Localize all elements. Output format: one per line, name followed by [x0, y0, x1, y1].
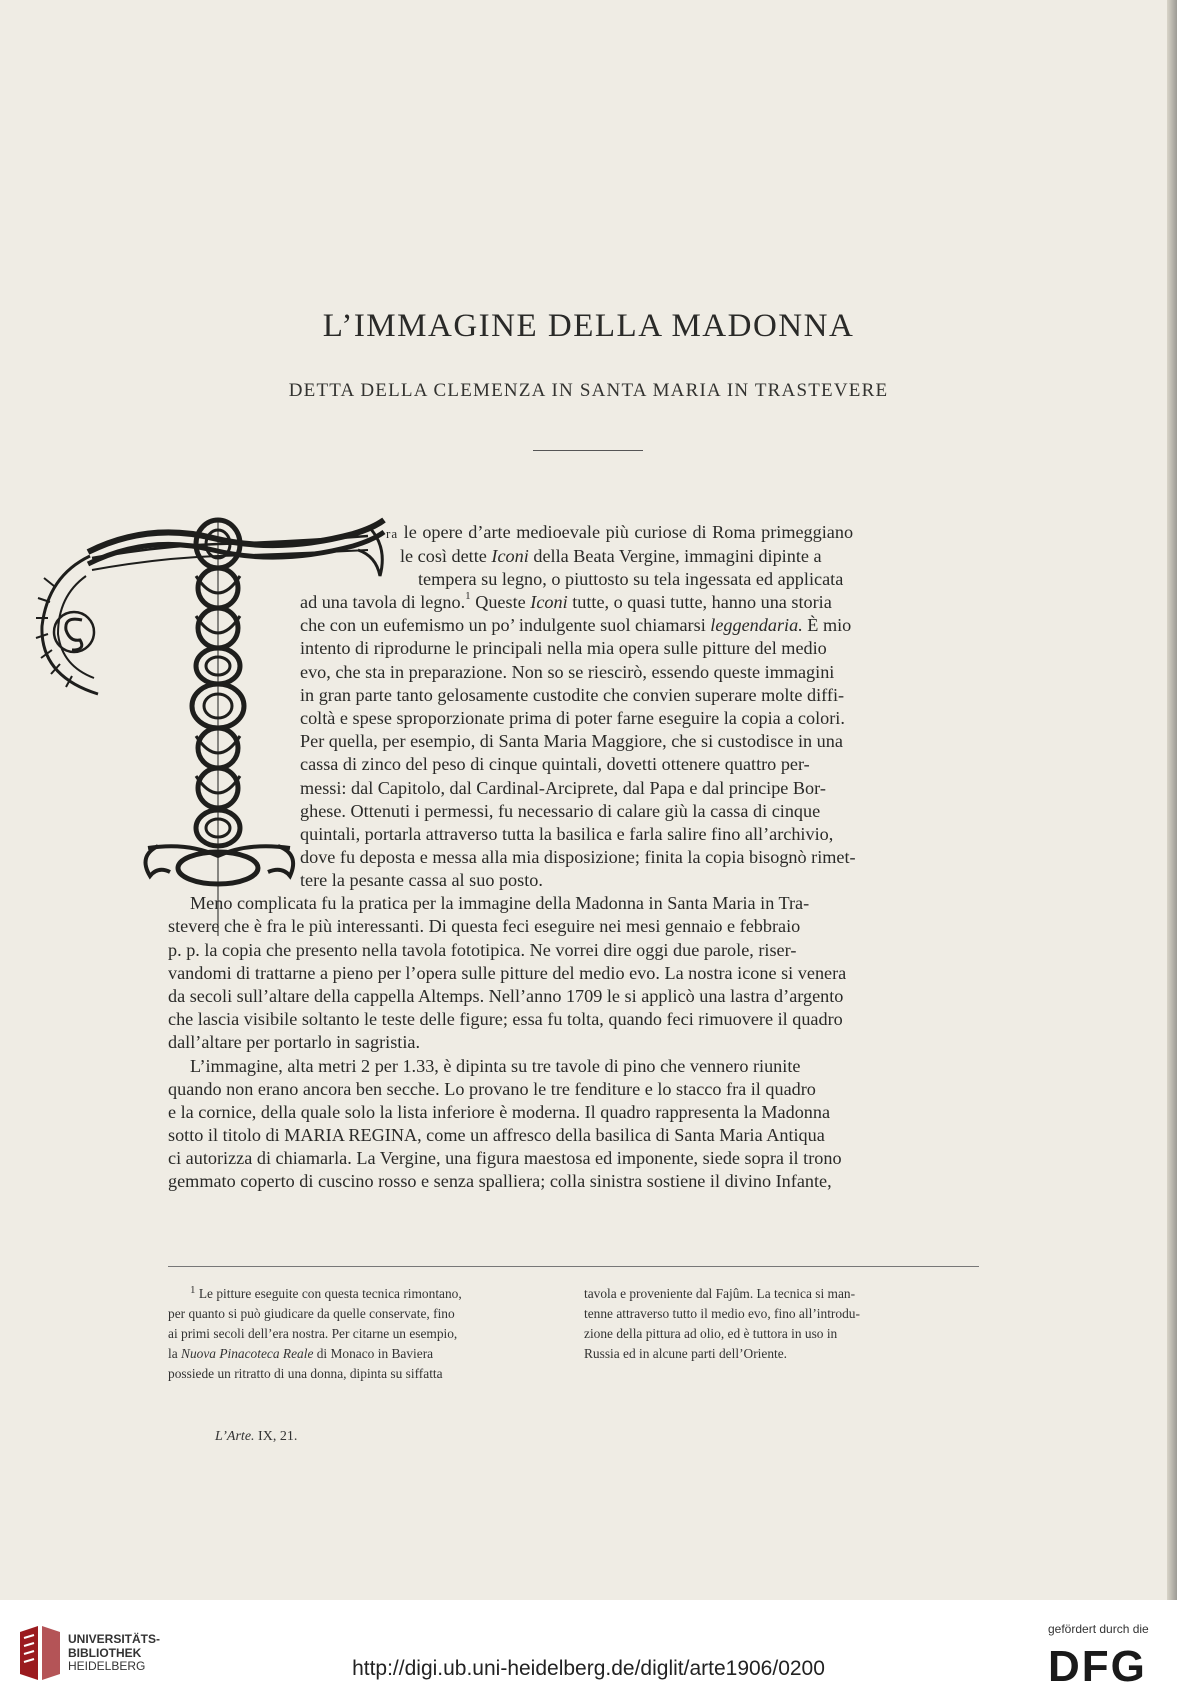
- footnote-ref: 1: [465, 590, 471, 602]
- funding-label: gefördert durch die: [1048, 1622, 1149, 1636]
- body-line: cassa di zinco del peso di cinque quintali, dovetti ottenere quattro per-: [300, 754, 810, 774]
- footnote-line: Le pitture eseguite con questa tecnica rimontano,: [195, 1286, 462, 1301]
- body-line: sotto il titolo di MARIA REGINA, come un affresco della basilica di Santa Maria Antiqua: [168, 1125, 825, 1145]
- footnote-line: la: [168, 1346, 182, 1361]
- body-line: evo, che sta in preparazione. Non so se riescirò, essendo queste immagini: [300, 662, 835, 682]
- dfg-logo[interactable]: DFG: [1048, 1642, 1147, 1691]
- library-name-line: UNIVERSITÄTS-: [68, 1632, 161, 1646]
- body-line: in gran parte tanto gelosamente custodite che convien superare molte diffi-: [300, 685, 845, 705]
- body-line: tempera su legno, o piuttosto su tela ingessata ed applicata: [418, 569, 844, 589]
- library-name-line: HEIDELBERG: [68, 1659, 146, 1673]
- journal-signature: [215, 1429, 297, 1445]
- body-line: È mio: [802, 615, 852, 635]
- body-line: della Beata Vergine, immagini dipinte a: [528, 546, 822, 566]
- page-title: L’IMMAGINE DELLA MADONNA: [322, 308, 855, 344]
- page-edge: [1167, 0, 1177, 1600]
- body-line: tutte, o quasi tutte, hanno una storia: [567, 592, 832, 612]
- permalink-url[interactable]: http://digi.ub.uni-heidelberg.de/diglit/arte1906/0200: [352, 1657, 825, 1680]
- footnote-line: Russia ed in alcune parti dell’Oriente.: [584, 1346, 788, 1361]
- body-line: quando non erano ancora ben secche. Lo provano le tre fenditure e lo stacco fra il quadro: [168, 1079, 816, 1099]
- body-line: ci autorizza di chiamarla. La Vergine, una figura maestosa ed imponente, siede sopra il trono: [168, 1148, 842, 1168]
- body-line: dove fu deposta e messa alla mia disposizione; finita la copia bisognò rimet-: [300, 847, 856, 867]
- viewer-footer: [0, 1600, 1177, 1701]
- title-divider: [533, 450, 643, 451]
- journal-name: L’Arte.: [215, 1429, 255, 1444]
- body-line: che con un eufemismo un po’ indulgente suol chiamarsi: [300, 615, 711, 635]
- body-line: da secoli sull’altare della cappella Altemps. Nell’anno 1709 le si applicò una lastra d’argento: [168, 986, 844, 1006]
- body-line: le così dette: [400, 546, 492, 566]
- footnote-line: di Monaco in Baviera: [313, 1346, 434, 1361]
- body-line: Meno complicata fu la pratica per la immagine della Madonna in Santa Maria in Tra-: [190, 893, 810, 913]
- body-line: coltà e spese sproporzionate prima di poter farne eseguire la copia a colori.: [300, 708, 845, 728]
- body-line: le opere d’arte medioevale più curiose di Roma primeggiano: [398, 522, 854, 542]
- body-line: stevere che è fra le più interessanti. Di questa feci eseguire nei mesi gennaio e febbraio: [168, 916, 801, 936]
- body-line: messi: dal Capitolo, dal Cardinal-Arciprete, dal Papa e dal principe Bor-: [300, 778, 826, 798]
- body-line: ghese. Ottenuti i permessi, fu necessario di calare giù la cassa di cinque: [300, 801, 821, 821]
- drop-cap-continuation: ra: [386, 526, 399, 541]
- italic-term: Nuova Pinacoteca Reale: [181, 1346, 314, 1361]
- body-line: p. p. la copia che presento nella tavola fototipica. Ne vorrei dire oggi due parole, riser-: [168, 940, 797, 960]
- library-name-line: BIBLIOTHEK: [68, 1645, 142, 1660]
- footnote-line: tavola e proveniente dal Fajûm. La tecnica si man-: [584, 1286, 856, 1301]
- body-line: Queste: [470, 592, 531, 612]
- footnote-line: tenne attraverso tutto il medio evo, fino all’introdu-: [584, 1306, 860, 1321]
- footnote-line: zione della pittura ad olio, ed è tuttora in uso in: [584, 1326, 838, 1341]
- journal-ref: IX, 21.: [254, 1429, 298, 1444]
- body-line: ad una tavola di legno.: [300, 592, 466, 612]
- body-line: dall’altare per portarlo in sagristia.: [168, 1032, 420, 1052]
- body-line: che lascia visibile soltanto le teste delle figure; essa fu tolta, quando feci rimuovere il quadro: [168, 1009, 843, 1029]
- page-subtitle: DETTA DELLA CLEMENZA IN SANTA MARIA IN TRASTEVERE: [288, 380, 889, 401]
- body-line: tere la pesante cassa al suo posto.: [300, 870, 543, 890]
- italic-term: Iconi: [530, 592, 568, 612]
- italic-term: leggendaria.: [710, 615, 803, 635]
- body-line: vandomi di trattarne a pieno per l’opera sulle pitture del medio evo. La nostra icone si venera: [168, 963, 847, 983]
- footnote-line: ai primi secoli dell’era nostra. Per citarne un esempio,: [168, 1326, 458, 1341]
- footnote-number: 1: [190, 1284, 196, 1296]
- footnote-line: per quanto si può giudicare da quelle conservate, fino: [168, 1306, 455, 1321]
- body-line: quintali, portarla attraverso tutta la basilica e farla salire fino all’archivio,: [300, 824, 834, 844]
- body-line: e la cornice, della quale solo la lista inferiore è moderna. Il quadro rappresenta la Madonna: [168, 1102, 831, 1122]
- body-line: intento di riprodurne le principali nella mia opera sulle pitture del medio: [300, 638, 827, 658]
- footnote-divider: [168, 1266, 979, 1267]
- body-line: Per quella, per esempio, di Santa Maria Maggiore, che si custodisce in una: [300, 731, 843, 751]
- footnote-line: possiede un ritratto di una donna, dipinta su siffatta: [168, 1366, 443, 1381]
- body-line: gemmato coperto di cuscino rosso e senza spalliera; colla sinistra sostiene il divino Infante,: [168, 1171, 832, 1191]
- italic-term: Iconi: [491, 546, 529, 566]
- body-line: L’immagine, alta metri 2 per 1.33, è dipinta su tre tavole di pino che vennero riunite: [190, 1056, 801, 1076]
